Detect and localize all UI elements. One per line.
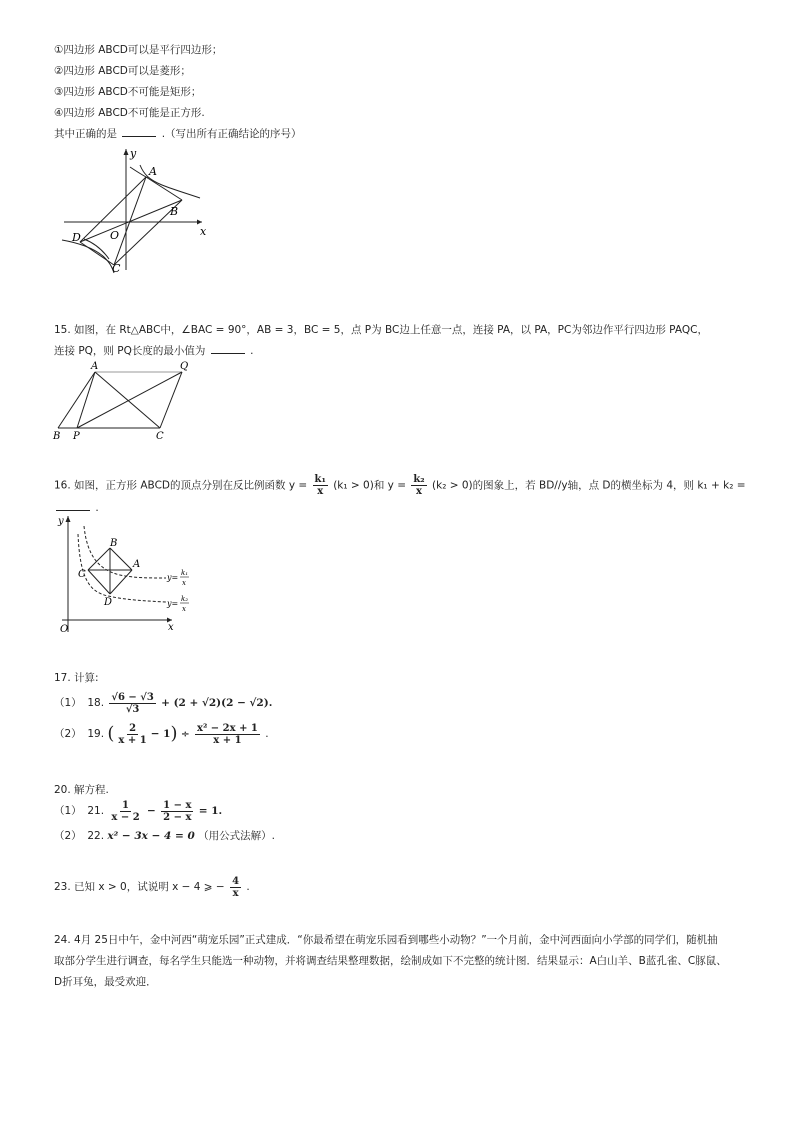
q16-label-a: A <box>133 559 141 570</box>
q14-question <box>54 126 302 142</box>
q14-label-d: D <box>72 231 81 244</box>
q23-fraction <box>230 876 241 899</box>
q20-sub-1-f1-num: 1 <box>122 799 129 811</box>
q14-label-o: O <box>110 229 120 242</box>
q16-curve-label-2-den: x <box>182 605 186 613</box>
q17-title: 17. 计算: <box>54 672 99 684</box>
q14-answer-blank[interactable] <box>122 126 156 137</box>
q20-sub-2-number: 22. <box>87 830 105 842</box>
q14-diag-bd <box>80 200 182 242</box>
q20-sub-1-f2-num: 1 − x <box>163 799 192 811</box>
q17-sub-2 <box>54 720 269 748</box>
q16-label-o: O <box>60 624 69 635</box>
q16-fraction-2 <box>411 474 426 497</box>
q20-sub-2-equation: x² − 3x − 4 = 0 <box>107 830 195 842</box>
q16-side-ad <box>110 570 132 594</box>
q15-seg-ab <box>58 372 95 428</box>
q17-sub-2-fraction-1 <box>116 723 148 746</box>
q23-f-num: 4 <box>232 875 240 887</box>
q14-option-3: ③四边形 ABCD不可能是矩形； <box>54 86 202 98</box>
q16-f1-den: x <box>317 486 324 497</box>
q17-sub-2-number: 19. <box>87 728 105 740</box>
q14-ask-prefix: 其中正确的是 <box>54 128 117 140</box>
q16-suffix: (k₂ > 0)的图象上，若 BD//y轴，点 D的横坐标为 4，则 k₁ + k₂ = <box>432 479 746 492</box>
q20-sub-1-index: （1） <box>54 805 82 817</box>
q16-line-1 <box>54 474 746 497</box>
q20-sub-1-f1-den: x − 2 <box>111 811 140 823</box>
q15-seg-ac <box>95 372 160 428</box>
q17-sub-2-rparen: ) <box>170 723 178 744</box>
q16-label-c: C <box>78 569 86 580</box>
q16-f2-num: k₂ <box>413 474 425 485</box>
q14-x-arrow <box>197 220 202 225</box>
q16-curve-label-2-num: k₂ <box>181 595 189 603</box>
q20-sub-1-rest: = 1. <box>198 805 223 817</box>
q16-label-y: y <box>58 516 64 527</box>
q17-sub-1-num: √6 − √3 <box>111 691 154 703</box>
q20-sub-2 <box>54 828 275 844</box>
q14-label-a: A <box>149 165 157 178</box>
q16-label-d: D <box>104 597 113 608</box>
q23-f-den: x <box>232 887 239 899</box>
q24-line-3: D折耳兔，最受欢迎． <box>54 976 157 988</box>
q16-label-b: B <box>110 538 118 549</box>
q16-answer-blank[interactable] <box>56 500 90 511</box>
q16-curve-label-1: y= <box>167 573 179 582</box>
q14-option-4: ④四边形 ABCD不可能是正方形. <box>54 107 205 119</box>
q16-side-dc <box>88 570 110 594</box>
q14-option-1: ①四边形 ABCD可以是平行四边形； <box>54 44 223 56</box>
q16-figure <box>54 512 204 636</box>
q20-sub-2-note: （用公式法解）. <box>198 830 275 842</box>
q14-label-c: C <box>112 262 121 275</box>
q17-sub-2-fraction-2 <box>195 723 260 746</box>
q23-prefix: 23. 已知 x > 0，试说明 x − 4 ⩾ − <box>54 881 225 893</box>
q17-sub-1-rest: + (2 + √2)(2 − √2). <box>161 697 273 709</box>
q14-y-arrow <box>124 149 129 155</box>
q14-label-x: x <box>200 225 207 238</box>
q17-sub-1-number: 18. <box>87 697 105 709</box>
q14-side-ab <box>146 177 182 200</box>
q15-label-p: P <box>73 431 80 442</box>
q23-suffix: . <box>246 881 250 893</box>
q16-prefix: 16. 如图，正方形 ABCD的顶点分别在反比例函数 y = <box>54 479 308 492</box>
q17-sub-2-end: . <box>265 728 269 740</box>
q16-curve-label-1-den: x <box>182 579 186 587</box>
q14-label-y: y <box>130 147 137 160</box>
q16-y-arrow <box>66 516 71 522</box>
q15-line-1: 15. 如图，在 Rt△ABC中，∠BAC = 90°，AB = 3，BC = 5，点 P为 BC边上任意一点，连接 PA，以 PA，PC为邻边作平行四边形 PAQC， <box>54 324 708 336</box>
q15-label-c: C <box>156 431 164 442</box>
q16-line-2-suffix: . <box>95 502 99 514</box>
q17-sub-2-mid: − 1 <box>150 728 171 740</box>
q15-label-a: A <box>91 361 99 372</box>
q14-side-cd <box>80 242 114 265</box>
q14-option-2: ②四边形 ABCD可以是菱形； <box>54 65 191 77</box>
q17-sub-2-lparen: ( <box>107 723 115 744</box>
q15-figure <box>52 360 202 442</box>
q20-sub-1-fraction-2 <box>161 800 193 823</box>
q20-sub-2-index: （2） <box>54 830 82 842</box>
q15-line-2-prefix: 连接 PQ，则 PQ长度的最小值为 <box>54 345 206 357</box>
q14-curve-right-2 <box>130 167 148 178</box>
q16-f1-cond: (k₁ > 0)和 y = <box>333 479 407 492</box>
q14-ask-suffix: .（写出所有正确结论的序号） <box>161 128 302 140</box>
q14-label-b: B <box>170 205 179 218</box>
q17-sub-1-index: （1） <box>54 697 82 709</box>
q20-sub-1-f2-den: 2 − x <box>163 811 192 823</box>
q15-line-2 <box>54 343 253 359</box>
q15-seg-cq <box>160 372 182 428</box>
q16-curve-label-2: y= <box>167 599 179 608</box>
q17-sub-2-f1-den: x + 1 <box>118 734 147 746</box>
q20-sub-1-number: 21. <box>87 805 105 817</box>
q16-fraction-1 <box>313 474 328 497</box>
q16-side-ba <box>110 548 132 570</box>
q14-figure <box>54 145 214 277</box>
q17-sub-2-f2-den: x + 1 <box>213 734 242 746</box>
q14-curve-left-2 <box>84 239 109 259</box>
q20-sub-1-minus: − <box>147 805 156 817</box>
q14-curve-left <box>62 240 114 273</box>
q17-sub-1 <box>54 690 272 716</box>
q16-f1-num: k₁ <box>314 474 326 485</box>
q15-answer-blank[interactable] <box>211 343 245 354</box>
q16-side-cb <box>88 548 110 570</box>
q17-sub-1-den: √3 <box>125 703 140 715</box>
q15-line-2-suffix: . <box>250 345 254 357</box>
q24-line-2: 取部分学生进行调查，每名学生只能选一种动物，并将调查结果整理数据，绘制成如下不完整的统计图．结果显示：A白山羊、B蓝孔雀、C豚鼠、 <box>54 955 727 967</box>
q16-curve-label-1-num: k₁ <box>181 569 189 577</box>
q15-label-b: B <box>53 431 61 442</box>
q16-f2-den: x <box>416 486 422 497</box>
q20-sub-1 <box>54 798 222 824</box>
q24-line-1: 24. 4月 25日中午，金中河西“萌宠乐园”正式建成．“你最希望在萌宠乐园看到哪些小动物？”一个月前，金中河西面向小学部的同学们，随机抽 <box>54 934 718 946</box>
q15-label-q: Q <box>180 361 189 372</box>
q17-sub-2-index: （2） <box>54 728 82 740</box>
q20-sub-1-fraction-1 <box>109 800 141 823</box>
q16-label-x: x <box>168 622 174 633</box>
q17-sub-1-fraction <box>109 692 155 715</box>
q16-curve-k2 <box>78 534 166 602</box>
q20-title: 20. 解方程. <box>54 784 109 796</box>
q17-sub-2-f2-num: x² − 2x + 1 <box>196 722 258 734</box>
q17-sub-2-div: ÷ <box>180 728 190 740</box>
q17-sub-2-f1-num: 2 <box>129 722 137 734</box>
q23-line <box>54 874 250 900</box>
